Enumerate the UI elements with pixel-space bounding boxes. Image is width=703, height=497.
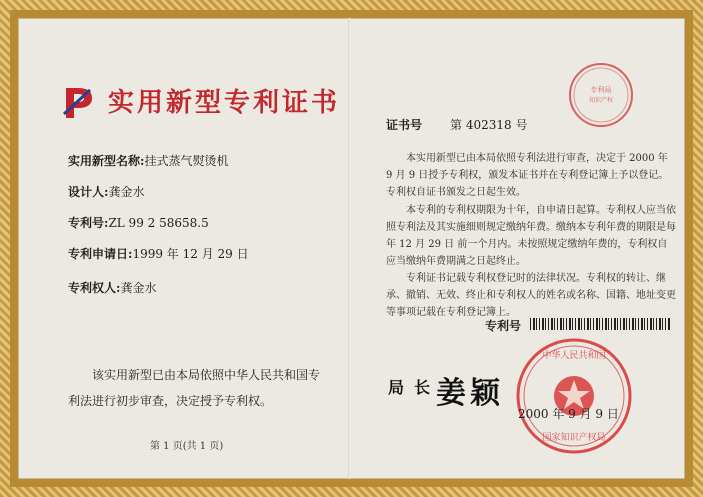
right-paragraph-3: 专利证书记载专利权登记时的法律状况。专利权的转让、继承、撤销、无效、终止和专利权人的姓名或名称、国籍、地址变更等事项记载在专利登记簿上。: [386, 273, 676, 318]
issue-date: 2000 年 9 月 9 日: [518, 407, 619, 421]
certificate-number: 证书号 第 402318 号: [386, 118, 528, 132]
svg-text:专利局: 专利局: [590, 86, 612, 94]
national-seal-icon: [514, 336, 634, 456]
field-name: 实用新型名称:挂式蒸气熨烫机: [68, 154, 229, 168]
svg-text:知识产权: 知识产权: [588, 97, 614, 104]
chief-label: 局长: [388, 378, 441, 397]
barcode: [530, 318, 670, 330]
svg-text:中华人民共和国: 中华人民共和国: [542, 351, 606, 361]
field-patentee: 专利权人:龚金水: [68, 281, 157, 295]
center-fold: [348, 18, 350, 479]
field-designer: 设计人:龚金水: [68, 185, 145, 199]
certificate-title: 实用新型专利证书: [108, 88, 341, 118]
right-paragraph-1: 本实用新型已由本局依照专利法进行审查，决定于 2000 年 9 月 9 日授予专利权，颁发本证书并在专利登记簿上予以登记。专利权自证书颁发之日起生效。: [386, 153, 669, 198]
patent-number-label: 专利号: [485, 319, 522, 333]
svg-text:国家知识产权局: 国家知识产权局: [542, 433, 606, 443]
page-number: 第 1 页(共 1 页): [150, 441, 224, 452]
small-seal-icon: [566, 60, 636, 130]
right-paragraph-2: 本专利的专利权期限为十年，自申请日起算。专利权人应当依照专利法及其实施细则规定缴纳年费。缴纳本专利年费的期限是每年 12 月 29 日 前一个月内。未按照规定缴纳年费的，专利权自应当缴纳年费期满之日起终止。: [386, 205, 676, 267]
patent-office-logo-icon: [62, 84, 96, 120]
field-patent-number: 专利号:ZL 99 2 58658.5: [68, 216, 209, 230]
director-signature: 姜颖: [436, 376, 504, 411]
grant-statement: 该实用新型已由本局依照中华人民共和国专利法进行初步审查，决定授予专利权。: [68, 368, 321, 408]
field-application-date: 专利申请日:1999 年 12 月 29 日: [68, 247, 249, 261]
